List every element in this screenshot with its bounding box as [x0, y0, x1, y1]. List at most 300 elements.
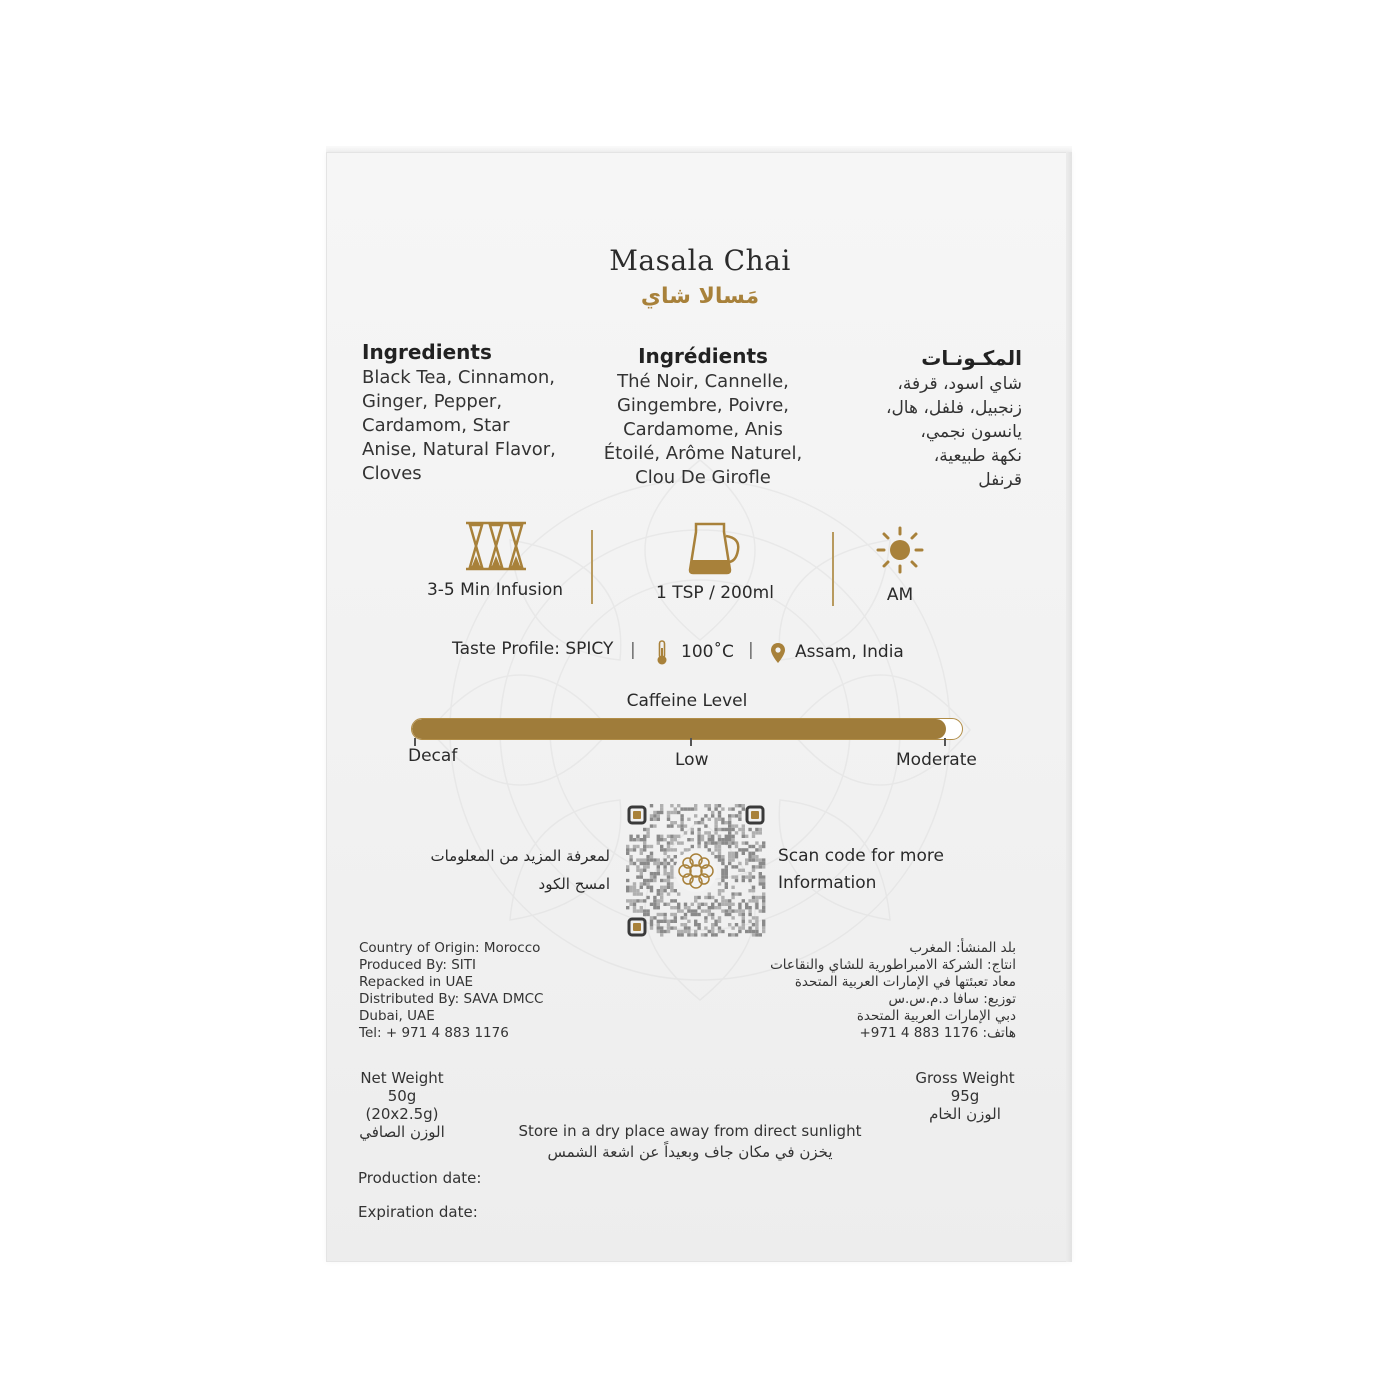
qr-text-arabic — [400, 842, 610, 898]
qr-module — [697, 828, 700, 831]
qr-module — [711, 926, 714, 929]
qr-module — [670, 865, 673, 868]
qr-module — [643, 882, 646, 885]
ingredients-ar-line: نكهة طبيعية، — [933, 446, 1022, 466]
qr-module — [748, 913, 751, 916]
qr-module — [742, 828, 745, 831]
qr-module — [731, 841, 734, 844]
qr-module — [745, 930, 748, 933]
qr-module — [711, 930, 714, 933]
qr-module — [745, 875, 748, 878]
qr-module — [633, 848, 636, 851]
qr-module — [643, 899, 646, 902]
qr-module — [708, 807, 711, 810]
qr-module — [640, 862, 643, 865]
qr-module — [670, 920, 673, 923]
qr-module — [643, 869, 646, 872]
qr-module — [667, 811, 670, 814]
qr-module — [718, 916, 721, 919]
qr-module — [725, 828, 728, 831]
ingredients-fr-line: Gingembre, Poivre, — [616, 395, 790, 416]
ingredients-en-line: Ginger, Pepper, — [362, 391, 503, 412]
qr-module — [680, 828, 683, 831]
qr-module — [708, 835, 711, 838]
qr-module — [745, 858, 748, 861]
qr-module — [735, 824, 738, 827]
qr-module — [748, 872, 751, 875]
qr-module — [670, 804, 673, 807]
qr-module — [708, 906, 711, 909]
qr-module — [691, 903, 694, 906]
qr-module — [728, 933, 731, 936]
qr-module — [653, 862, 656, 865]
qr-module — [643, 879, 646, 882]
qr-module — [728, 814, 731, 817]
qr-module — [657, 835, 660, 838]
qr-module — [633, 899, 636, 902]
qr-module — [697, 903, 700, 906]
qr-module — [660, 920, 663, 923]
qr-module — [674, 906, 677, 909]
qr-module — [670, 882, 673, 885]
qr-module — [762, 930, 765, 933]
qr-module — [718, 828, 721, 831]
qr-module — [694, 896, 697, 899]
qr-module — [646, 879, 649, 882]
qr-module — [657, 906, 660, 909]
qr-module — [667, 818, 670, 821]
qr-module — [714, 841, 717, 844]
qr-module — [650, 858, 653, 861]
qr-module — [738, 811, 741, 814]
qr-module — [680, 930, 683, 933]
qr-module — [677, 841, 680, 844]
qr-module — [694, 933, 697, 936]
caffeine-label-moderate: Moderate — [896, 750, 977, 770]
qr-module — [626, 845, 629, 848]
qr-module — [667, 879, 670, 882]
qr-module — [718, 818, 721, 821]
qr-module — [660, 879, 663, 882]
qr-module — [653, 814, 656, 817]
qr-module — [762, 903, 765, 906]
caffeine-tick — [414, 738, 416, 746]
product-title-arabic: مَسالا شاي — [640, 284, 760, 309]
qr-module — [718, 841, 721, 844]
qr-module — [677, 909, 680, 912]
qr-module — [735, 879, 738, 882]
ingredients-fr-line: Cardamome, Anis — [623, 419, 783, 440]
qr-module — [762, 879, 765, 882]
qr-module — [674, 855, 677, 858]
qr-module — [735, 875, 738, 878]
details-en-line: Tel: + 971 4 883 1176 — [359, 1025, 509, 1041]
location-pin-icon — [770, 642, 786, 664]
qr-module — [704, 896, 707, 899]
qr-module — [650, 804, 653, 807]
qr-module — [718, 882, 721, 885]
qr-module — [636, 909, 639, 912]
qr-module — [670, 886, 673, 889]
qr-module — [663, 869, 666, 872]
qr-module — [742, 926, 745, 929]
qr-module — [653, 906, 656, 909]
qr-module — [721, 862, 724, 865]
qr-module — [650, 886, 653, 889]
ingredients-en-line: Cloves — [362, 463, 422, 484]
qr-module — [704, 933, 707, 936]
qr-module — [663, 848, 666, 851]
qr-module — [697, 841, 700, 844]
divider — [591, 530, 593, 604]
qr-module — [752, 886, 755, 889]
qr-module — [694, 899, 697, 902]
qr-module — [742, 824, 745, 827]
qr-module — [640, 906, 643, 909]
qr-module — [725, 909, 728, 912]
qr-module — [759, 828, 762, 831]
qr-module — [759, 882, 762, 885]
qr-module — [667, 824, 670, 827]
qr-module — [762, 845, 765, 848]
qr-module — [663, 852, 666, 855]
qr-module — [626, 865, 629, 868]
qr-module — [657, 862, 660, 865]
net-weight-label: Net Weight — [360, 1069, 444, 1087]
qr-module — [653, 903, 656, 906]
ingredients-ar — [820, 346, 1022, 492]
qr-module — [755, 858, 758, 861]
qr-module — [742, 913, 745, 916]
qr-module — [714, 804, 717, 807]
qr-module — [735, 814, 738, 817]
qr-module — [643, 838, 646, 841]
qr-module — [755, 933, 758, 936]
ingredients-ar-line: يانسون نجمي، — [920, 422, 1022, 442]
qr-module — [755, 841, 758, 844]
qr-module — [752, 933, 755, 936]
qr-module — [636, 835, 639, 838]
qr-module — [748, 858, 751, 861]
qr-module — [691, 831, 694, 834]
qr-module — [721, 828, 724, 831]
qr-module — [759, 845, 762, 848]
qr-module — [660, 926, 663, 929]
qr-module — [660, 811, 663, 814]
qr-module — [670, 811, 673, 814]
qr-module — [646, 862, 649, 865]
qr-module — [711, 814, 714, 817]
qr-module — [701, 835, 704, 838]
qr-module — [755, 855, 758, 858]
qr-module — [742, 920, 745, 923]
qr-module — [748, 906, 751, 909]
qr-module — [728, 838, 731, 841]
qr-module — [725, 869, 728, 872]
qr-module — [728, 835, 731, 838]
qr-module — [721, 903, 724, 906]
qr-module — [759, 909, 762, 912]
qr-module — [725, 872, 728, 875]
qr-module — [762, 896, 765, 899]
qr-module — [667, 855, 670, 858]
qr-module — [629, 903, 632, 906]
qr-module — [728, 862, 731, 865]
qr-module — [667, 892, 670, 895]
ingredients-fr-line: Clou De Girofle — [635, 467, 771, 488]
qr-module — [646, 855, 649, 858]
qr-module — [762, 841, 765, 844]
qr-module — [640, 872, 643, 875]
qr-module — [731, 855, 734, 858]
qr-module — [667, 875, 670, 878]
qr-module — [646, 886, 649, 889]
qr-module — [650, 814, 653, 817]
qr-module — [759, 872, 762, 875]
qr-module — [735, 892, 738, 895]
net-weight-value: 50g (20x2.5g) — [365, 1087, 439, 1123]
qr-module — [721, 841, 724, 844]
details-ar-line: توزيع: سافا د.م.س.س — [888, 991, 1016, 1007]
qr-module — [657, 811, 660, 814]
qr-module — [640, 882, 643, 885]
thermometer-icon — [655, 640, 669, 666]
gross-weight — [912, 1069, 1018, 1123]
box-right-edge — [1066, 152, 1072, 1262]
qr-module — [735, 855, 738, 858]
qr-module — [708, 848, 711, 851]
qr-module — [663, 865, 666, 868]
qr-module — [670, 913, 673, 916]
qr-module — [731, 835, 734, 838]
qr-module — [633, 903, 636, 906]
storage-en: Store in a dry place away from direct sunlight — [518, 1122, 862, 1140]
qr-module — [738, 906, 741, 909]
qr-module — [718, 848, 721, 851]
qr-module — [640, 858, 643, 861]
qr-module — [704, 916, 707, 919]
qr-module — [762, 906, 765, 909]
qr-module — [663, 858, 666, 861]
qr-module — [721, 930, 724, 933]
qr-module — [660, 845, 663, 848]
qr-module — [731, 896, 734, 899]
qr-module — [657, 892, 660, 895]
qr-module — [636, 858, 639, 861]
qr-code[interactable] — [626, 804, 766, 938]
qr-module — [762, 899, 765, 902]
qr-module — [711, 903, 714, 906]
ingredients-ar-heading: المكـونـات — [921, 346, 1022, 370]
qr-module — [752, 852, 755, 855]
qr-module — [640, 838, 643, 841]
qr-module — [714, 848, 717, 851]
qr-module — [752, 869, 755, 872]
qr-module — [755, 903, 758, 906]
qr-module — [657, 841, 660, 844]
details-en-line: Repacked in UAE — [359, 974, 474, 990]
qr-module — [704, 814, 707, 817]
qr-module — [697, 913, 700, 916]
ingredients-fr — [590, 344, 816, 490]
qr-module — [762, 862, 765, 865]
qr-module — [670, 926, 673, 929]
qr-module — [759, 879, 762, 882]
qr-module — [684, 906, 687, 909]
qr-module — [680, 933, 683, 936]
qr-module — [701, 821, 704, 824]
qr-module — [684, 923, 687, 926]
qr-module — [721, 909, 724, 912]
qr-module — [667, 930, 670, 933]
qr-module — [714, 920, 717, 923]
qr-module — [650, 818, 653, 821]
qr-module — [728, 909, 731, 912]
details-en-line: Country of Origin: Morocco — [359, 940, 541, 956]
qr-module — [653, 875, 656, 878]
qr-module — [643, 913, 646, 916]
qr-module — [721, 896, 724, 899]
qr-module — [742, 875, 745, 878]
qr-module — [687, 933, 690, 936]
qr-module — [670, 858, 673, 861]
qr-module — [684, 930, 687, 933]
qr-module — [660, 835, 663, 838]
qr-module — [663, 889, 666, 892]
qr-text-en-line: Information — [778, 873, 877, 893]
qr-module — [731, 858, 734, 861]
production-date-label: Production date: — [358, 1169, 482, 1187]
qr-module — [650, 903, 653, 906]
qr-module — [626, 852, 629, 855]
qr-module — [650, 879, 653, 882]
qr-module — [738, 909, 741, 912]
qr-module — [694, 807, 697, 810]
qr-module — [646, 831, 649, 834]
qr-module — [694, 920, 697, 923]
qr-module — [677, 811, 680, 814]
qr-module — [735, 933, 738, 936]
qr-module — [752, 835, 755, 838]
qr-module — [762, 926, 765, 929]
qr-module — [742, 831, 745, 834]
qr-module — [629, 886, 632, 889]
qr-module — [636, 865, 639, 868]
qr-module — [718, 858, 721, 861]
qr-module — [691, 933, 694, 936]
time-of-day-label: AM — [886, 585, 914, 605]
gross-weight-arabic: الوزن الخام — [929, 1105, 1001, 1123]
qr-module — [708, 831, 711, 834]
qr-module — [657, 899, 660, 902]
qr-module — [643, 862, 646, 865]
qr-module — [718, 838, 721, 841]
qr-module — [650, 852, 653, 855]
qr-module — [691, 913, 694, 916]
qr-module — [721, 889, 724, 892]
qr-module — [633, 892, 636, 895]
caffeine-tick — [690, 738, 692, 746]
qr-module — [650, 889, 653, 892]
qr-module — [667, 841, 670, 844]
qr-module — [748, 845, 751, 848]
qr-module — [748, 909, 751, 912]
qr-module — [718, 835, 721, 838]
qr-module — [663, 916, 666, 919]
qr-module — [708, 896, 711, 899]
qr-module — [762, 909, 765, 912]
qr-module — [684, 916, 687, 919]
qr-module — [680, 916, 683, 919]
qr-module — [718, 930, 721, 933]
details-ar-line: هاتف: 1176 883 4 971+ — [859, 1025, 1016, 1041]
caffeine-title: Caffeine Level — [626, 691, 748, 711]
qr-module — [677, 933, 680, 936]
teapot-jug-icon — [684, 520, 744, 576]
qr-module — [714, 923, 717, 926]
qr-module — [691, 845, 694, 848]
qr-module — [687, 920, 690, 923]
qr-module — [674, 926, 677, 929]
qr-module — [640, 869, 643, 872]
qr-module — [711, 896, 714, 899]
qr-module — [755, 865, 758, 868]
qr-text-ar-line: امسح الكود — [538, 875, 610, 893]
qr-module — [640, 909, 643, 912]
qr-module — [718, 892, 721, 895]
qr-module — [629, 848, 632, 851]
qr-module — [742, 804, 745, 807]
qr-module — [646, 865, 649, 868]
qr-module — [633, 909, 636, 912]
caffeine-bar-fill — [412, 719, 946, 739]
qr-module — [728, 899, 731, 902]
qr-module — [725, 841, 728, 844]
qr-module — [629, 858, 632, 861]
qr-text-english — [778, 843, 978, 897]
qr-module — [735, 923, 738, 926]
qr-module — [704, 920, 707, 923]
qr-module — [697, 835, 700, 838]
qr-module — [731, 875, 734, 878]
qr-module — [748, 899, 751, 902]
qr-module — [725, 903, 728, 906]
qr-module — [731, 807, 734, 810]
qr-module — [748, 879, 751, 882]
qr-module — [728, 824, 731, 827]
qr-module — [640, 886, 643, 889]
qr-module — [657, 858, 660, 861]
qr-module — [718, 906, 721, 909]
qr-module — [650, 824, 653, 827]
ingredients-en-line: Cardamom, Star — [362, 415, 510, 436]
qr-module — [748, 828, 751, 831]
qr-module — [680, 841, 683, 844]
qr-module — [697, 906, 700, 909]
qr-module — [718, 855, 721, 858]
qr-module — [636, 838, 639, 841]
qr-module — [643, 845, 646, 848]
qr-module — [755, 831, 758, 834]
qr-module — [701, 818, 704, 821]
qr-module — [738, 818, 741, 821]
qr-module — [660, 889, 663, 892]
qr-module — [653, 818, 656, 821]
qr-module — [752, 858, 755, 861]
qr-module — [728, 821, 731, 824]
qr-module — [650, 855, 653, 858]
qr-module — [718, 852, 721, 855]
